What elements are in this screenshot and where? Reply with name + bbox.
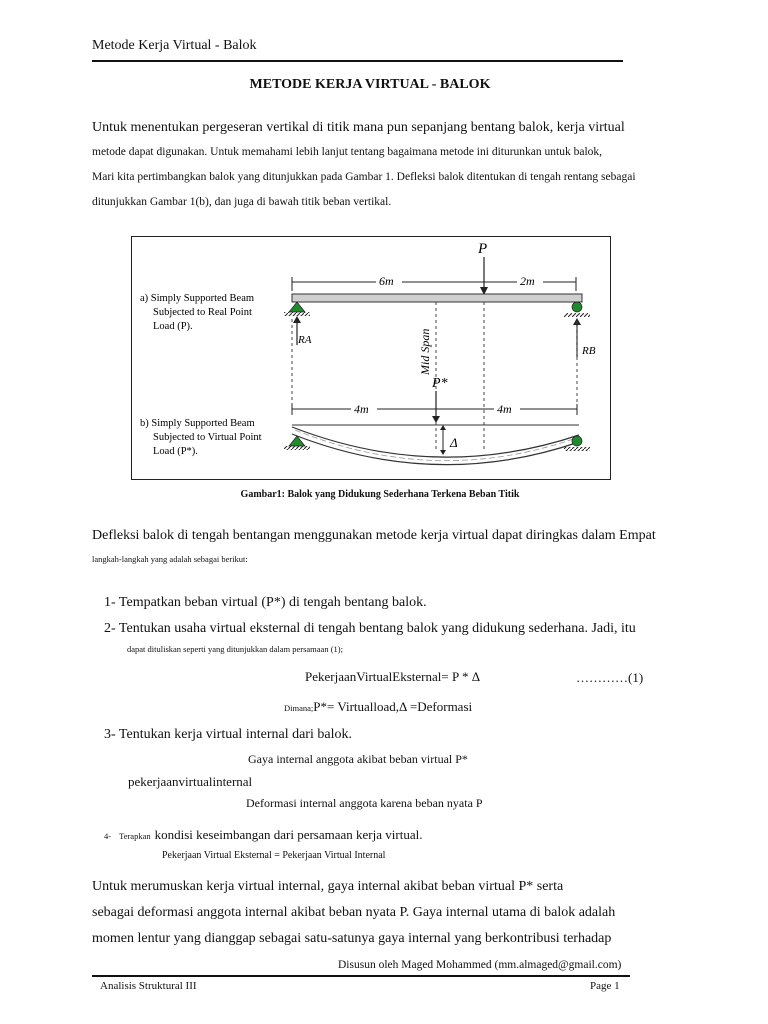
step-4-prefix: Terapkan (119, 831, 151, 841)
step-3-deformation: Deformasi internal anggota karena beban nyata P (246, 796, 483, 810)
beam-diagram (132, 237, 610, 479)
para3-line-1: Untuk merumuskan kerja virtual internal, gaya internal akibat beban virtual P* serta (92, 879, 564, 894)
delta-arrowhead-up (440, 425, 446, 430)
ground-hatch (284, 312, 310, 316)
reaction-a-arrowhead (293, 316, 301, 323)
intro-line-1: Untuk menentukan pergeseran vertikal di titik mana pun sepanjang bentang balok, kerja virtual (92, 120, 625, 135)
equation-where (284, 698, 472, 716)
step-3-internal-force: Gaya internal anggota akibat beban virtual P* (248, 752, 468, 766)
dim-6m: 6m (379, 274, 394, 288)
label-b-line-2: Subjected to Virtual Point (153, 432, 262, 443)
label-a-line-2: Subjected to Real Point (153, 307, 252, 318)
where-definition: P*= Virtualload,Δ =Deformasi (313, 699, 473, 714)
roller-support-icon (572, 436, 582, 446)
step-3: 3- Tentukan kerja virtual internal dari balok. (104, 727, 352, 742)
ground-hatch (564, 447, 590, 451)
load-pstar-arrowhead (432, 416, 440, 423)
footer-rule (92, 975, 630, 977)
equation-1-number: …………(1) (576, 670, 644, 685)
running-header: Metode Kerja Virtual - Balok (92, 38, 257, 53)
reaction-b-label: RB (582, 345, 596, 357)
dim-2m: 2m (520, 274, 535, 288)
label-a-line-3: Load (P). (153, 321, 193, 332)
dim-4m-right: 4m (497, 402, 512, 416)
beam-deflected-bottom (292, 434, 579, 465)
dim-4m-left: 4m (354, 402, 369, 416)
para3-line-3: momen lentur yang dianggap sebagai satu-satunya gaya internal yang berkontribusi terhadap (92, 931, 612, 946)
figure-caption: Gambar1: Balok yang Didukung Sederhana Terkena Beban Titik (240, 489, 520, 500)
step-4-equation: Pekerjaan Virtual Eksternal = Pekerjaan Virtual Internal (162, 850, 386, 861)
step-3-label: pekerjaanvirtualinternal (128, 774, 253, 789)
step-4-text: kondisi keseimbangan dari persamaan kerja virtual. (154, 827, 423, 842)
header-rule (92, 60, 623, 62)
para2-line-1: Defleksi balok di tengah bentangan menggunakan metode kerja virtual dapat diringkas dalam Empat (92, 528, 656, 543)
step-2-sub: dapat dituliskan seperti yang ditunjukkan dalam persamaan (1); (127, 644, 343, 654)
load-p-label: P (478, 241, 488, 257)
equation-1: PekerjaanVirtualEksternal= P * Δ (305, 669, 481, 684)
ground-hatch (564, 313, 590, 317)
footer-left: Analisis Struktural III (100, 980, 197, 992)
mid-span-label: Mid Span (418, 328, 432, 375)
pin-support-icon (289, 302, 305, 312)
para3-line-2: sebagai deformasi anggota internal akibat beban nyata P. Gaya internal utama di balok adalah (92, 905, 616, 920)
page-number: Page 1 (590, 980, 620, 992)
step-4-number: 4- (104, 831, 112, 841)
where-prefix: Dimana; (284, 703, 314, 713)
label-b-line-1: b) Simply Supported Beam (140, 418, 255, 429)
step-1: 1- Tempatkan beban virtual (P*) di tengah bentang balok. (104, 595, 427, 610)
para2-line-2: langkah-langkah yang adalah sebagai berikut: (92, 554, 248, 564)
reaction-a-label: RA (298, 334, 312, 346)
label-a-line-1: a) Simply Supported Beam (140, 293, 255, 304)
figure-1 (131, 236, 611, 480)
page-title: METODE KERJA VIRTUAL - BALOK (249, 77, 491, 92)
intro-line-2: metode dapat digunakan. Untuk memahami lebih lanjut tentang bagaimana metode ini diturunkan untuk balok, (92, 146, 603, 158)
ground-hatch (284, 446, 310, 450)
roller-support-icon (572, 302, 582, 312)
intro-line-3: Mari kita pertimbangkan balok yang ditunjukkan pada Gambar 1. Defleksi balok ditentukan di tengah rentang sebagai (92, 171, 636, 183)
intro-line-4: ditunjukkan Gambar 1(b), dan juga di bawah titik beban vertikal. (92, 196, 392, 208)
beam-real (292, 294, 582, 302)
delta-arrowhead-down (440, 450, 446, 455)
author-line: Disusun oleh Maged Mohammed (mm.almaged@gmail.com) (338, 959, 622, 971)
load-pstar-label: P* (432, 376, 448, 391)
label-b-line-3: Load (P*). (153, 446, 198, 457)
delta-label: Δ (450, 435, 458, 450)
step-4 (104, 826, 422, 844)
step-2: 2- Tentukan usaha virtual eksternal di tengah bentang balok yang didukung sederhana. Jadi, itu (104, 621, 636, 636)
